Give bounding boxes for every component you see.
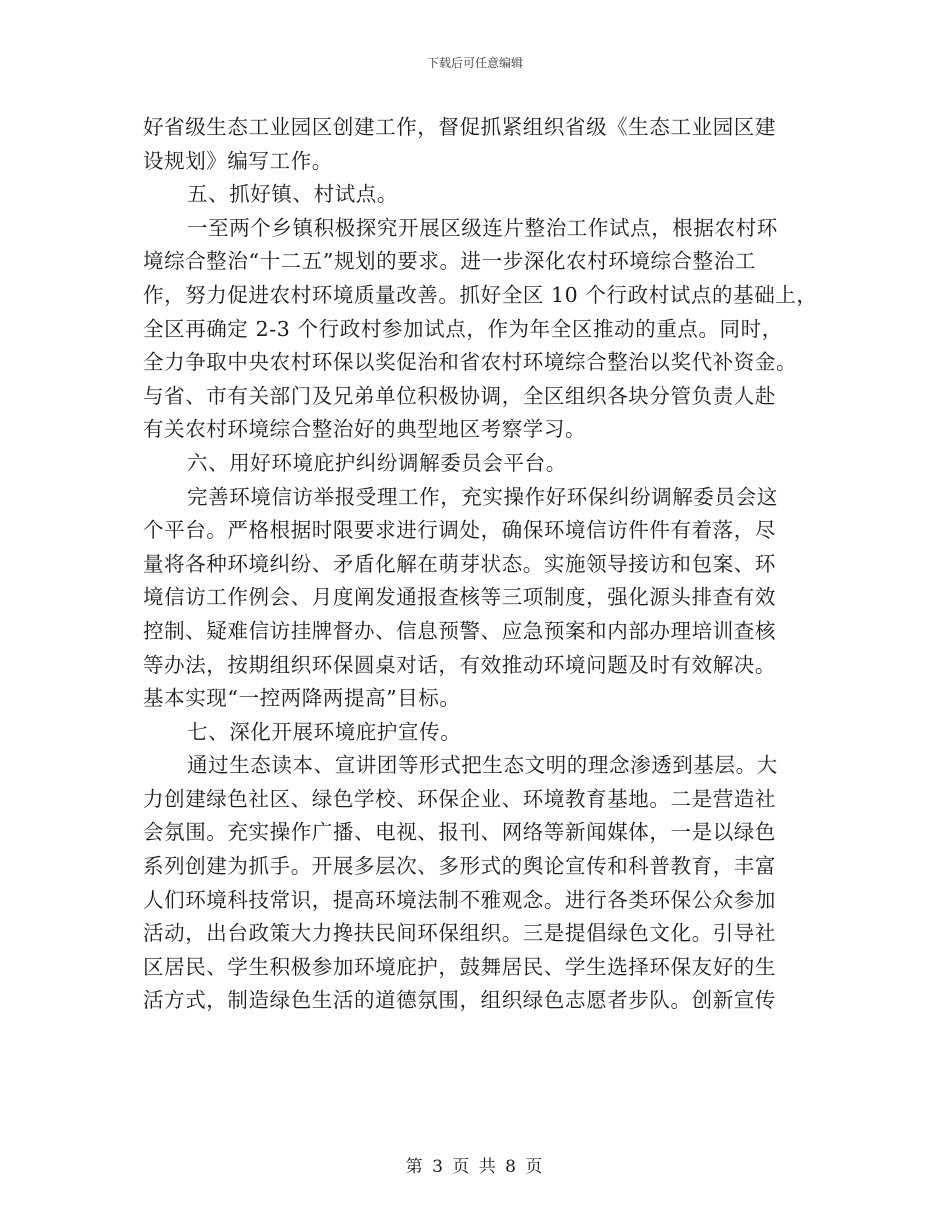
text-line: 境综合整治“十二五”规划的要求。进一步深化农村环境综合整治工 bbox=[143, 249, 756, 274]
text-line: 有关农村环境综合整治好的典型地区考察学习。 bbox=[143, 417, 587, 442]
text-line: 境信访工作例会、月度阐发通报查核等三项制度，强化源头排查有效 bbox=[143, 585, 776, 610]
text-line: 系列创建为抓手。开展多层次、多形式的舆论宣传和科普教育，丰富 bbox=[143, 854, 776, 879]
document-body bbox=[143, 111, 823, 1018]
text-line: 活动，出台政策大力搀扶民间环保组织。三是提倡绿色文化。引导社 bbox=[143, 921, 776, 946]
section-heading: 七、深化开展环境庇护宣传。 bbox=[187, 719, 462, 744]
text-line: 基本实现“一控两降两提高”目标。 bbox=[143, 686, 461, 711]
text-line: 一至两个乡镇积极探究开展区级连片整治工作试点，根据农村环 bbox=[187, 215, 778, 240]
page-footer: 第 3 页 共 8 页 bbox=[405, 1157, 545, 1177]
text-line: 力创建绿色社区、绿色学校、环保企业、环境教育基地。二是营造社 bbox=[143, 786, 776, 811]
text-line: 与省、市有关部门及兄弟单位积极协调，全区组织各块分管负责人赴 bbox=[143, 383, 776, 408]
text-line: 区居民、学生积极参加环境庇护，鼓舞居民、学生选择环保友好的生 bbox=[143, 954, 776, 979]
text-line: 人们环境科技常识，提高环境法制不雅观念。进行各类环保公众参加 bbox=[143, 887, 776, 912]
page-header: 下载后可任意编辑 bbox=[426, 56, 523, 70]
text-line: 控制、疑难信访挂牌督办、信息预警、应急预案和内部办理培训查核 bbox=[143, 618, 776, 643]
section-heading: 五、抓好镇、村试点。 bbox=[187, 182, 398, 207]
text-line: 设规划》编写工作。 bbox=[143, 148, 333, 173]
text-line: 活方式，制造绿色生活的道德氛围，组织绿色志愿者步队。创新宣传 bbox=[143, 988, 776, 1013]
text-line: 全区再确定 2-3 个行政村参加试点，作为年全区推动的重点。同时， bbox=[143, 316, 783, 341]
text-line: 通过生态读本、宣讲团等形式把生态文明的理念渗透到基层。大 bbox=[187, 753, 778, 778]
section-heading: 六、用好环境庇护纠纷调解委员会平台。 bbox=[187, 450, 567, 475]
text-line: 会氛围。充实操作广播、电视、报刊、网络等新闻媒体，一是以绿色 bbox=[143, 820, 776, 845]
text-line: 个平台。严格根据时限要求进行调处，确保环境信访件件有着落，尽 bbox=[143, 518, 776, 543]
text-line: 全力争取中央农村环保以奖促治和省农村环境综合整治以奖代补资金。 bbox=[143, 350, 798, 375]
text-line: 好省级生态工业园区创建工作，督促抓紧组织省级《生态工业园区建 bbox=[143, 115, 776, 139]
text-line: 作，努力促进农村环境质量改善。抓好全区 10 个行政村试点的基础上， bbox=[143, 282, 818, 307]
text-line: 量将各种环境纠纷、矛盾化解在萌芽状态。实施领导接访和包案、环 bbox=[143, 551, 776, 576]
text-line: 完善环境信访举报受理工作，充实操作好环保纠纷调解委员会这 bbox=[187, 484, 778, 509]
text-line: 等办法，按期组织环保圆桌对话，有效推动环境问题及时有效解决。 bbox=[143, 652, 776, 677]
